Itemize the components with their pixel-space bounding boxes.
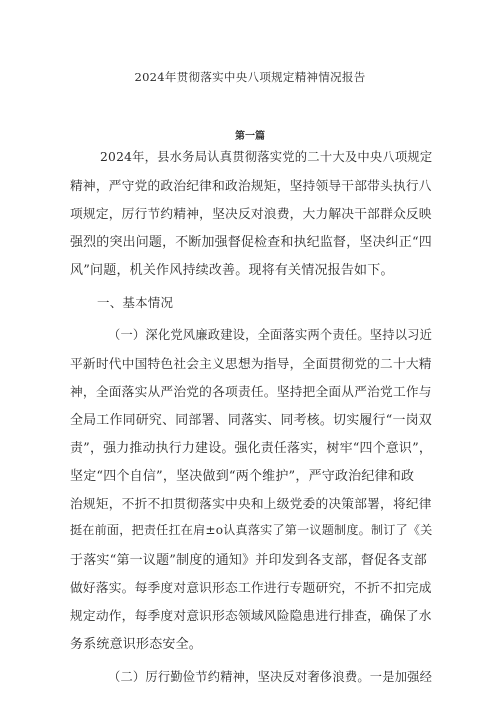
paragraph-line: 强烈的突出问题，不断加强督促检查和执纪监督，坚决纠正“四	[70, 235, 432, 250]
paragraph-line: 做好落实。每季度对意识形态工作进行专题研究，不折不扣完成	[70, 581, 432, 596]
paragraph-line: 2024年，县水务局认真贯彻落实党的二十大及中央八项规定	[100, 150, 433, 164]
paragraph-line: 神，全面落实从严治党的各项责任。坚持把全面从严治党工作与	[70, 385, 432, 400]
document-title: 2024年贯彻落实中央八项规定精神情况报告	[134, 70, 366, 84]
paragraph-line: 责”，强力推动执行力建设。强化责任落实，树牢“四个意识”，	[70, 441, 433, 456]
paragraph-line: 坚定“四个自信”，坚决做到“两个维护”，严守政治纪律和政	[70, 469, 415, 484]
paragraph-line: 于落实“第一议题”制度的通知》并印发到各支部，督促各支部	[70, 553, 427, 568]
paragraph-line: 全局工作同研究、同部署、同落实、同考核。切实履行“一岗双	[70, 413, 432, 428]
paragraph-line: 平新时代中国特色社会主义思想为指导，全面贯彻党的二十大精	[70, 357, 432, 372]
paragraph-line: （二）厉行勤俭节约精神，坚决反对奢侈浪费。一是加强经	[108, 670, 433, 684]
section-heading: 一、基本情况	[97, 295, 174, 310]
paragraph-line: 风”问题，机关作风持续改善。现将有关情况报告如下。	[70, 263, 394, 278]
paragraph-line: 项规定，厉行节约精神，坚决反对浪费，大力解决干部群众反映	[70, 207, 432, 222]
paragraph-line: 规定动作，每季度对意识形态领域风险隐患进行排查，确保了水	[70, 609, 432, 624]
paragraph-line: 精神，严守党的政治纪律和政治规矩，坚持领导干部带头执行八	[70, 179, 432, 194]
paragraph-line: （一）深化党风廉政建设，全面落实两个责任。坚持以习近	[108, 328, 433, 342]
paragraph-line: 务系统意识形态安全。	[70, 637, 203, 652]
paragraph-line: 挺在前面，把责任扛在肩±o认真落实了第一议题制度。制订了《关	[70, 523, 433, 537]
paragraph-line: 治规矩，不折不扣贯彻落实中央和上级党委的决策部署，将纪律	[70, 497, 432, 512]
part-heading: 第一篇	[235, 131, 265, 142]
